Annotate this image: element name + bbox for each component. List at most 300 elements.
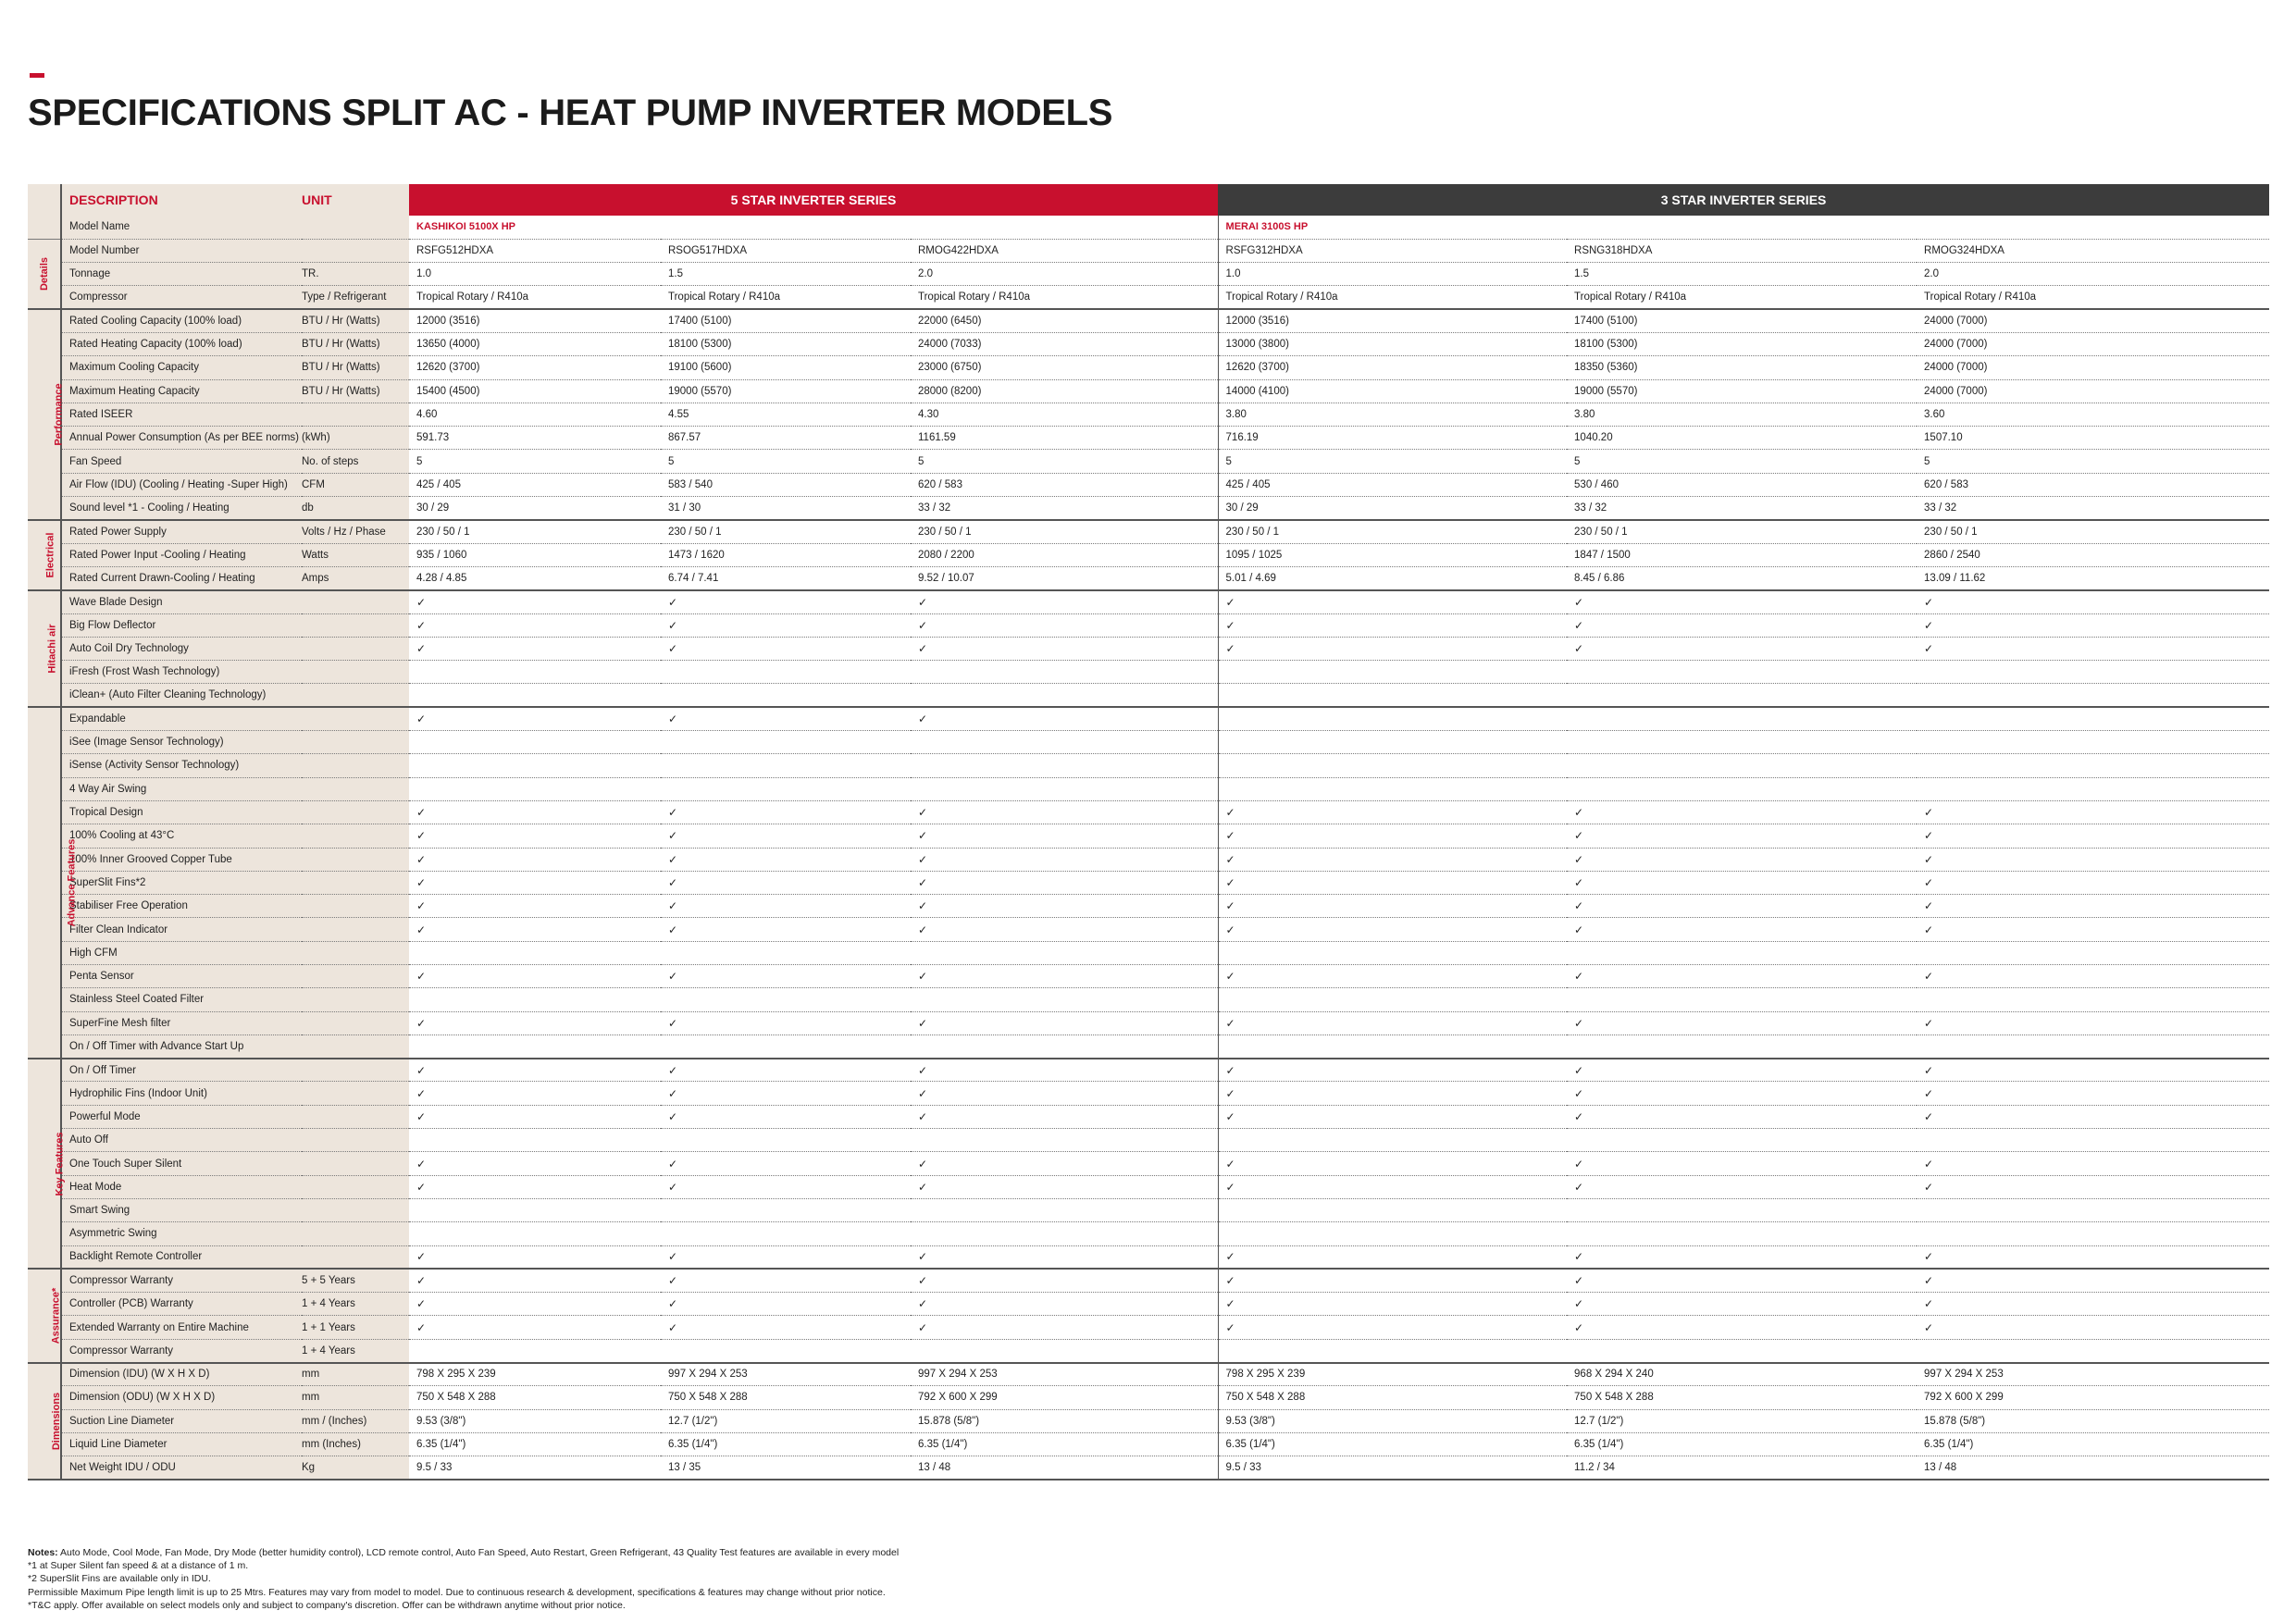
table-row: [28, 848, 2269, 871]
check-cell: [1917, 777, 2269, 800]
value-cell: 5: [1567, 450, 1917, 473]
check-icon: ✓: [918, 595, 928, 609]
check-icon: ✓: [918, 1063, 928, 1077]
row-description: 100% Cooling at 43°C: [61, 824, 302, 848]
check-icon: ✓: [416, 641, 427, 655]
check-cell: [1917, 1152, 2269, 1175]
row-unit: [302, 754, 409, 777]
check-cell: [1218, 941, 1567, 964]
table-row: [28, 1222, 2269, 1245]
check-cell: [1567, 965, 1917, 988]
row-description: Compressor Warranty: [61, 1339, 302, 1362]
check-icon: ✓: [668, 1063, 678, 1077]
row-description: Liquid Line Diameter: [61, 1432, 302, 1456]
row-description: iClean+ (Auto Filter Cleaning Technology): [61, 684, 302, 707]
row-unit: [302, 403, 409, 426]
check-icon: ✓: [668, 1274, 678, 1288]
check-icon: ✓: [668, 899, 678, 913]
table-row: [28, 707, 2269, 730]
value-cell: 2080 / 2200: [911, 543, 1218, 566]
check-icon: ✓: [1225, 1297, 1235, 1311]
check-cell: [1567, 1269, 1917, 1292]
table-row: [28, 286, 2269, 309]
table-row: [28, 1105, 2269, 1128]
check-icon: ✓: [1924, 1086, 1934, 1100]
check-icon: ✓: [1574, 875, 1584, 889]
row-unit: [302, 661, 409, 684]
row-description: Tropical Design: [61, 800, 302, 824]
row-unit: [302, 731, 409, 754]
row-unit: 1 + 4 Years: [302, 1293, 409, 1316]
table-row: [28, 473, 2269, 496]
check-cell: [1218, 1198, 1567, 1221]
check-cell: [661, 1293, 911, 1316]
check-icon: ✓: [918, 712, 928, 726]
check-cell: [911, 684, 1218, 707]
row-unit: mm: [302, 1386, 409, 1409]
check-icon: ✓: [668, 806, 678, 820]
row-description: Compressor: [61, 286, 302, 309]
check-cell: [1567, 754, 1917, 777]
row-unit: CFM: [302, 473, 409, 496]
check-cell: [1917, 988, 2269, 1011]
check-cell: [661, 731, 911, 754]
row-description: Rated Power Supply: [61, 520, 302, 543]
group-label-assurance: Assurance*: [50, 1287, 62, 1344]
row-description: Backlight Remote Controller: [61, 1245, 302, 1269]
table-row: [28, 356, 2269, 379]
row-unit: [302, 895, 409, 918]
row-unit: [302, 707, 409, 730]
row-description: SuperFine Mesh filter: [61, 1011, 302, 1035]
check-icon: ✓: [918, 1157, 928, 1171]
check-icon: ✓: [1225, 1109, 1235, 1123]
check-icon: ✓: [918, 1086, 928, 1100]
value-cell: 6.35 (1/4"): [1567, 1432, 1917, 1456]
group-label-electrical: Electrical: [44, 532, 56, 578]
row-description: Annual Power Consumption (As per BEE norms): [61, 427, 302, 450]
value-cell: 15400 (4500): [409, 379, 661, 403]
check-cell: [661, 637, 911, 660]
check-cell: [1218, 777, 1567, 800]
check-cell: [661, 1129, 911, 1152]
check-cell: [409, 1222, 661, 1245]
check-cell: [1917, 918, 2269, 941]
value-cell: 2.0: [911, 263, 1218, 286]
row-description: Tonnage: [61, 263, 302, 286]
value-cell: 33 / 32: [911, 497, 1218, 520]
check-cell: [1218, 871, 1567, 894]
check-cell: [661, 1105, 911, 1128]
check-icon: ✓: [1225, 1063, 1235, 1077]
table-row: [28, 1363, 2269, 1386]
check-icon: ✓: [668, 923, 678, 936]
value-cell: 620 / 583: [911, 473, 1218, 496]
value-cell: 997 X 294 X 253: [661, 1363, 911, 1386]
table-row: [28, 309, 2269, 332]
row-description: Dimension (ODU) (W X H X D): [61, 1386, 302, 1409]
row-unit: [302, 239, 409, 262]
check-icon: ✓: [1924, 1320, 1934, 1334]
value-cell: 997 X 294 X 253: [911, 1363, 1218, 1386]
check-cell: [1218, 848, 1567, 871]
check-icon: ✓: [416, 1320, 427, 1334]
value-cell: 2.0: [1917, 263, 2269, 286]
check-cell: [409, 988, 661, 1011]
value-cell: 750 X 548 X 288: [1567, 1386, 1917, 1409]
value-cell: 12.7 (1/2"): [661, 1409, 911, 1432]
value-cell: 4.28 / 4.85: [409, 566, 661, 589]
check-icon: ✓: [1574, 970, 1584, 984]
check-cell: [911, 731, 1218, 754]
notes: [28, 1546, 2267, 1612]
table-row: [28, 543, 2269, 566]
value-cell: 5: [409, 450, 661, 473]
row-unit: [302, 777, 409, 800]
table-row: [28, 1293, 2269, 1316]
row-description: Wave Blade Design: [61, 590, 302, 613]
group-label-advance-features: Advance Features: [66, 838, 78, 927]
check-cell: [409, 1082, 661, 1105]
value-cell: 24000 (7000): [1917, 309, 2269, 332]
check-cell: [1567, 1198, 1917, 1221]
check-icon: ✓: [1924, 829, 1934, 843]
check-icon: ✓: [918, 1250, 928, 1264]
check-icon: ✓: [1924, 1180, 1934, 1194]
check-cell: [911, 1059, 1218, 1082]
value-cell: 1507.10: [1917, 427, 2269, 450]
value-cell: 230 / 50 / 1: [661, 520, 911, 543]
check-cell: [1218, 637, 1567, 660]
check-icon: ✓: [1225, 1274, 1235, 1288]
check-icon: ✓: [668, 1250, 678, 1264]
table-row: [28, 332, 2269, 355]
check-icon: ✓: [1924, 923, 1934, 936]
check-cell: [911, 1082, 1218, 1105]
check-cell: [911, 824, 1218, 848]
value-cell: 19100 (5600): [661, 356, 911, 379]
row-description: One Touch Super Silent: [61, 1152, 302, 1175]
table-row: [28, 403, 2269, 426]
group-label-details: Details: [39, 256, 51, 291]
row-unit: mm (Inches): [302, 1432, 409, 1456]
check-cell: [911, 895, 1218, 918]
value-cell: 230 / 50 / 1: [911, 520, 1218, 543]
check-icon: ✓: [1574, 923, 1584, 936]
check-cell: [911, 1011, 1218, 1035]
row-unit: [302, 848, 409, 871]
table-row: [28, 918, 2269, 941]
group-label-dimensions: Dimensions: [51, 1392, 63, 1450]
row-unit: Type / Refrigerant: [302, 286, 409, 309]
check-cell: [1917, 1222, 2269, 1245]
row-unit: BTU / Hr (Watts): [302, 356, 409, 379]
row-description: Model Number: [61, 239, 302, 262]
check-cell: [1917, 1245, 2269, 1269]
table-row: [28, 427, 2269, 450]
check-cell: [661, 1152, 911, 1175]
check-icon: ✓: [1574, 1274, 1584, 1288]
value-cell: RSFG512HDXA: [409, 239, 661, 262]
row-description: iSense (Activity Sensor Technology): [61, 754, 302, 777]
value-cell: 22000 (6450): [911, 309, 1218, 332]
value-cell: 230 / 50 / 1: [1218, 520, 1567, 543]
value-cell: 9.5 / 33: [1218, 1456, 1567, 1480]
check-cell: [1567, 1316, 1917, 1339]
check-icon: ✓: [416, 923, 427, 936]
check-cell: [1218, 1245, 1567, 1269]
value-cell: RSOG517HDXA: [661, 239, 911, 262]
check-cell: [911, 590, 1218, 613]
value-cell: 230 / 50 / 1: [1917, 520, 2269, 543]
value-cell: 4.60: [409, 403, 661, 426]
value-cell: 750 X 548 X 288: [661, 1386, 911, 1409]
check-cell: [1567, 1035, 1917, 1058]
row-description: iSee (Image Sensor Technology): [61, 731, 302, 754]
table-row: [28, 637, 2269, 660]
check-icon: ✓: [668, 1157, 678, 1171]
check-icon: ✓: [1225, 875, 1235, 889]
row-unit: BTU / Hr (Watts): [302, 309, 409, 332]
check-cell: [911, 1175, 1218, 1198]
check-icon: ✓: [1924, 1109, 1934, 1123]
check-cell: [409, 590, 661, 613]
check-icon: ✓: [918, 899, 928, 913]
check-cell: [1567, 1129, 1917, 1152]
check-cell: [409, 1129, 661, 1152]
check-cell: [1218, 1035, 1567, 1058]
check-cell: [409, 1152, 661, 1175]
check-icon: ✓: [918, 875, 928, 889]
check-icon: ✓: [1924, 970, 1934, 984]
check-cell: [1567, 590, 1917, 613]
group-label-performance: Performance: [53, 383, 65, 446]
row-description: Big Flow Deflector: [61, 613, 302, 637]
check-icon: ✓: [416, 852, 427, 866]
row-unit: TR.: [302, 263, 409, 286]
value-cell: 18350 (5360): [1567, 356, 1917, 379]
check-cell: [1218, 1011, 1567, 1035]
row-description: Rated Cooling Capacity (100% load): [61, 309, 302, 332]
row-unit: [302, 1222, 409, 1245]
value-cell: Tropical Rotary / R410a: [911, 286, 1218, 309]
check-icon: ✓: [668, 1109, 678, 1123]
check-icon: ✓: [416, 806, 427, 820]
value-cell: 13 / 48: [911, 1456, 1218, 1480]
table-row: [28, 1339, 2269, 1362]
header-3-star-series: 3 STAR INVERTER SERIES: [1218, 184, 2269, 216]
table-row: [28, 613, 2269, 637]
header-5-star-series: 5 STAR INVERTER SERIES: [409, 184, 1218, 216]
check-cell: [409, 1105, 661, 1128]
check-icon: ✓: [1924, 875, 1934, 889]
check-icon: ✓: [1225, 1250, 1235, 1264]
check-icon: ✓: [918, 829, 928, 843]
group-label-cell: [28, 520, 61, 590]
value-cell: 867.57: [661, 427, 911, 450]
table-row: [28, 988, 2269, 1011]
check-cell: [409, 1269, 661, 1292]
check-cell: [1218, 1339, 1567, 1362]
check-icon: ✓: [1225, 923, 1235, 936]
check-cell: [1917, 613, 2269, 637]
value-cell: 19000 (5570): [661, 379, 911, 403]
row-description: Fan Speed: [61, 450, 302, 473]
check-cell: [409, 941, 661, 964]
check-cell: [911, 1245, 1218, 1269]
value-cell: 1847 / 1500: [1567, 543, 1917, 566]
check-icon: ✓: [1924, 1016, 1934, 1030]
row-description: Hydrophilic Fins (Indoor Unit): [61, 1082, 302, 1105]
row-unit: [302, 1129, 409, 1152]
check-icon: ✓: [668, 1016, 678, 1030]
row-unit: [302, 684, 409, 707]
notes-first-text: Auto Mode, Cool Mode, Fan Mode, Dry Mode (better humidity control), LCD remote control, Auto Fan Speed, Auto Restart, Green Refrigerant, 43 Quality Test features are available in every model: [60, 1547, 900, 1558]
value-cell: 15.878 (5/8"): [911, 1409, 1218, 1432]
check-cell: [1917, 1316, 2269, 1339]
table-header-row: [28, 184, 2269, 216]
check-icon: ✓: [1225, 829, 1235, 843]
check-icon: ✓: [1225, 641, 1235, 655]
check-cell: [409, 895, 661, 918]
table-row: [28, 1432, 2269, 1456]
check-cell: [409, 1035, 661, 1058]
group-label-hitachi-air: Hitachi air: [46, 624, 58, 674]
table-row: [28, 497, 2269, 520]
row-unit: mm: [302, 1363, 409, 1386]
accent-dash: [30, 73, 44, 78]
check-cell: [911, 871, 1218, 894]
check-cell: [661, 1175, 911, 1198]
check-cell: [1567, 1339, 1917, 1362]
row-unit: [302, 613, 409, 637]
check-cell: [911, 988, 1218, 1011]
value-cell: 19000 (5570): [1567, 379, 1917, 403]
check-cell: [409, 661, 661, 684]
row-unit: [302, 590, 409, 613]
check-cell: [911, 1198, 1218, 1221]
check-cell: [1917, 1082, 2269, 1105]
check-icon: ✓: [918, 806, 928, 820]
check-cell: [911, 848, 1218, 871]
row-unit: [302, 988, 409, 1011]
check-cell: [1218, 918, 1567, 941]
value-cell: 18100 (5300): [1567, 332, 1917, 355]
check-cell: [409, 1011, 661, 1035]
check-cell: [1218, 754, 1567, 777]
check-icon: ✓: [668, 829, 678, 843]
check-cell: [1917, 1059, 2269, 1082]
row-description: Suction Line Diameter: [61, 1409, 302, 1432]
check-icon: ✓: [1574, 1320, 1584, 1334]
row-unit: [302, 1152, 409, 1175]
check-cell: [409, 754, 661, 777]
table-row: [28, 824, 2269, 848]
table-row: [28, 1059, 2269, 1082]
value-cell: 530 / 460: [1567, 473, 1917, 496]
header-description: DESCRIPTION: [61, 184, 302, 216]
table-row: [28, 379, 2269, 403]
check-cell: [1567, 800, 1917, 824]
check-cell: [1218, 707, 1567, 730]
value-cell: 28000 (8200): [911, 379, 1218, 403]
table-row: [28, 239, 2269, 262]
row-description: Compressor Warranty: [61, 1269, 302, 1292]
value-cell: 716.19: [1218, 427, 1567, 450]
check-icon: ✓: [1574, 899, 1584, 913]
check-icon: ✓: [668, 1320, 678, 1334]
check-cell: [661, 941, 911, 964]
check-cell: [1218, 800, 1567, 824]
check-cell: [1917, 637, 2269, 660]
table-row: [28, 1035, 2269, 1058]
value-cell: 33 / 32: [1917, 497, 2269, 520]
row-unit: BTU / Hr (Watts): [302, 332, 409, 355]
value-cell: 12000 (3516): [409, 309, 661, 332]
check-cell: [911, 1222, 1218, 1245]
check-cell: [1218, 731, 1567, 754]
check-icon: ✓: [1225, 1086, 1235, 1100]
check-cell: [1567, 1059, 1917, 1082]
check-icon: ✓: [668, 1180, 678, 1194]
check-cell: [1917, 754, 2269, 777]
check-cell: [409, 824, 661, 848]
table-row: [28, 1409, 2269, 1432]
value-cell: Tropical Rotary / R410a: [1218, 286, 1567, 309]
check-icon: ✓: [416, 899, 427, 913]
value-cell: 230 / 50 / 1: [409, 520, 661, 543]
value-cell: 1040.20: [1567, 427, 1917, 450]
value-cell: 798 X 295 X 239: [409, 1363, 661, 1386]
row-description: Rated Current Drawn-Cooling / Heating: [61, 566, 302, 589]
check-cell: [911, 918, 1218, 941]
value-cell: 24000 (7033): [911, 332, 1218, 355]
value-cell: 798 X 295 X 239: [1218, 1363, 1567, 1386]
check-cell: [911, 637, 1218, 660]
check-icon: ✓: [416, 595, 427, 609]
model-name-row: [28, 216, 2269, 239]
table-row: [28, 684, 2269, 707]
check-cell: [1218, 824, 1567, 848]
row-description: Powerful Mode: [61, 1105, 302, 1128]
check-icon: ✓: [1225, 1180, 1235, 1194]
check-cell: [661, 848, 911, 871]
check-icon: ✓: [1924, 1274, 1934, 1288]
value-cell: 997 X 294 X 253: [1917, 1363, 2269, 1386]
check-cell: [1917, 824, 2269, 848]
value-cell: 24000 (7000): [1917, 332, 2269, 355]
check-icon: ✓: [1574, 618, 1584, 632]
row-description: Sound level *1 - Cooling / Heating: [61, 497, 302, 520]
check-cell: [911, 661, 1218, 684]
table-row: [28, 731, 2269, 754]
check-cell: [409, 965, 661, 988]
check-icon: ✓: [1574, 829, 1584, 843]
table-row: [28, 566, 2269, 589]
check-cell: [911, 1339, 1218, 1362]
notes-line: *1 at Super Silent fan speed & at a distance of 1 m.: [28, 1560, 249, 1572]
check-icon: ✓: [918, 852, 928, 866]
check-cell: [1917, 1129, 2269, 1152]
row-description: 100% Inner Grooved Copper Tube: [61, 848, 302, 871]
check-cell: [409, 707, 661, 730]
check-cell: [1567, 941, 1917, 964]
value-cell: 30 / 29: [409, 497, 661, 520]
check-icon: ✓: [918, 1274, 928, 1288]
notes-label: Notes:: [28, 1547, 58, 1558]
check-cell: [661, 1222, 911, 1245]
row-unit: [302, 918, 409, 941]
